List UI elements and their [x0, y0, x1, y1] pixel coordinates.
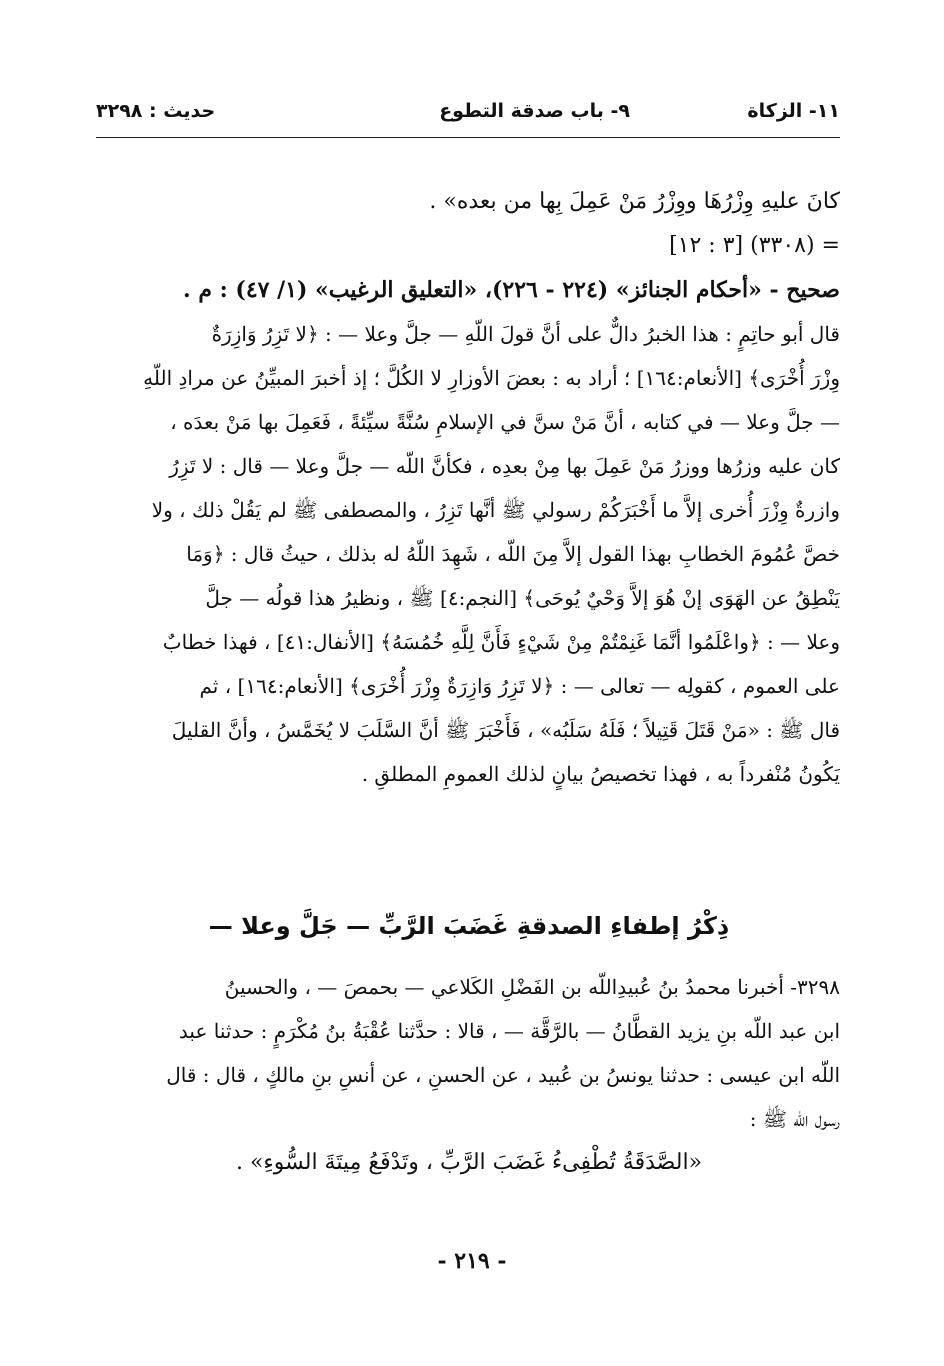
hadith-line: رسول اللّه ﷺ : — [749, 1107, 840, 1131]
hadith-line: ابن عبد اللّه بنِ يزيد القطَّانُ — بالرَّقَّة — ، قالا : حدَّثنا عُقْبَةُ بنُ مُكْرَمٍ : حدثنا عبد — [178, 1019, 840, 1043]
commentary-line: كان عليه وزرُها ووزرُ مَنْ عَمِلَ بها مِنْ بعدِه ، فكأنَّ اللّه — جلَّ وعلا — قال : لا تَزِرُ — [169, 454, 840, 478]
commentary-line: على العموم ، كقولِه — تعالى — : ﴿لا تَزِرُ وَازِرَةٌ وِزْرَ أُخْرَى﴾ [الأنعام:١٦٤] ، ثم — [199, 674, 840, 698]
commentary-line: وازرةٌ وِزْرَ أُخرى إلاَّ ما أَخْبَرَكُمْ رسولي ﷺ أنَّها تَزِرُ ، والمصطفى ﷺ لم يَقُلْ ذلك ، ولا — [151, 498, 840, 522]
commentary-line: يَكُونُ مُنْفرداً به ، فهذا تخصيصُ بيانٍ لذلك العمومِ المطلقِ . — [361, 762, 840, 786]
bab-title: ٩- باب صدقة التطوع — [439, 100, 630, 122]
page-number: - ٢١٩ - — [437, 1248, 507, 1274]
commentary-line: وِزْرَ أُخْرَى﴾ [الأنعام:١٦٤] ؛ أراد به : بعضَ الأوزارِ لا الكُلَّ ؛ إذ أخبرَ المبيِّنُ عن مرادِ اللّهِ — [143, 366, 840, 390]
commentary-line: خصَّ عُمُومَ الخطابِ بهذا القول إلاَّ مِنَ اللّه ، شَهِدَ اللّهُ له بذلك ، حيثُ قال : ﴿وَمَا — [186, 542, 840, 566]
main-text — [98, 180, 840, 796]
section-heading: ذِكْرُ إطفاءِ الصدقةِ غَضَبَ الرَّبِّ — جَلَّ وعلا — — [208, 912, 730, 940]
hadith-reference: حديث : ٣٢٩٨ — [96, 100, 216, 122]
hadith-line: اللّه ابن عيسى : حدثنا يونسُ بن عُبيد ، عن الحسنِ ، عن أنسِ بنِ مالكٍ ، قال : قال — [166, 1063, 840, 1087]
hadith-line: ٣٢٩٨- أخبرنا محمدُ بنُ عُبيدِاللّه بن الفَضْلِ الكَلاعي — بحمصَ — ، والحسينُ — [224, 975, 840, 999]
grading-line: صحيح - «أحكام الجنائز» (٢٢٤ - ٢٢٦)، «التعليق الرغيب» (١/ ٤٧) : م . — [183, 277, 840, 303]
intro-reference: = (٣٣٠٨) [٣ : ١٢] — [669, 233, 840, 258]
commentary-line: — جلَّ وعلا — في كتابه ، أنَّ مَنْ سنَّ في الإسلامِ سُنَّةً سيِّئةً ، فَعَمِلَ بها مَنْ بعدَه ، — [170, 410, 840, 434]
commentary-line: قال ﷺ : «مَنْ قَتَلَ قَتِيلاً ؛ فَلَهُ سَلَبُه» ، فَأَخْبَرَ ﷺ أنَّ السَّلَبَ لا يُخَمَّسُ ، وأنَّ القليلَ — [171, 718, 840, 742]
commentary-line: يَنْطِقُ عن الهَوَى إنْ هُوَ إلاَّ وَحْيٌ يُوحَى﴾ [النجم:٤] ﷺ ، ونظيرُ هذا قولُه — جلَّ — [205, 586, 840, 610]
hadith-matn: «الصَّدَقَةُ تُطْفِىءُ غَضَبَ الرَّبِّ ، وتَدْفَعُ مِيتَةَ السُّوءِ» . — [235, 1150, 703, 1175]
commentary-line: وعلا — : ﴿واعْلَمُوا أنَّمَا غَنِمْتُمْ مِنْ شَيْءٍ فَأَنَّ لِلَّهِ خُمُسَهُ﴾ [الأنفال:٤١] ، فهذا خطابٌ — [162, 630, 840, 654]
running-header — [96, 100, 840, 128]
header-divider — [96, 137, 840, 138]
hadith-text — [98, 965, 840, 1185]
chapter-title: ١١- الزكاة — [747, 100, 840, 122]
intro-line: كانَ عليهِ وِزْرُهَا ووِزْرُ مَنْ عَمِلَ بِها من بعده» . — [429, 189, 840, 214]
commentary-line: قال أبو حاتِمٍ : هذا الخبرُ دالٌّ على أنَّ قولَ اللّهِ — جلَّ وعلا — : ﴿لا تَزِرُ وَازِرَةٌ — [211, 322, 840, 346]
